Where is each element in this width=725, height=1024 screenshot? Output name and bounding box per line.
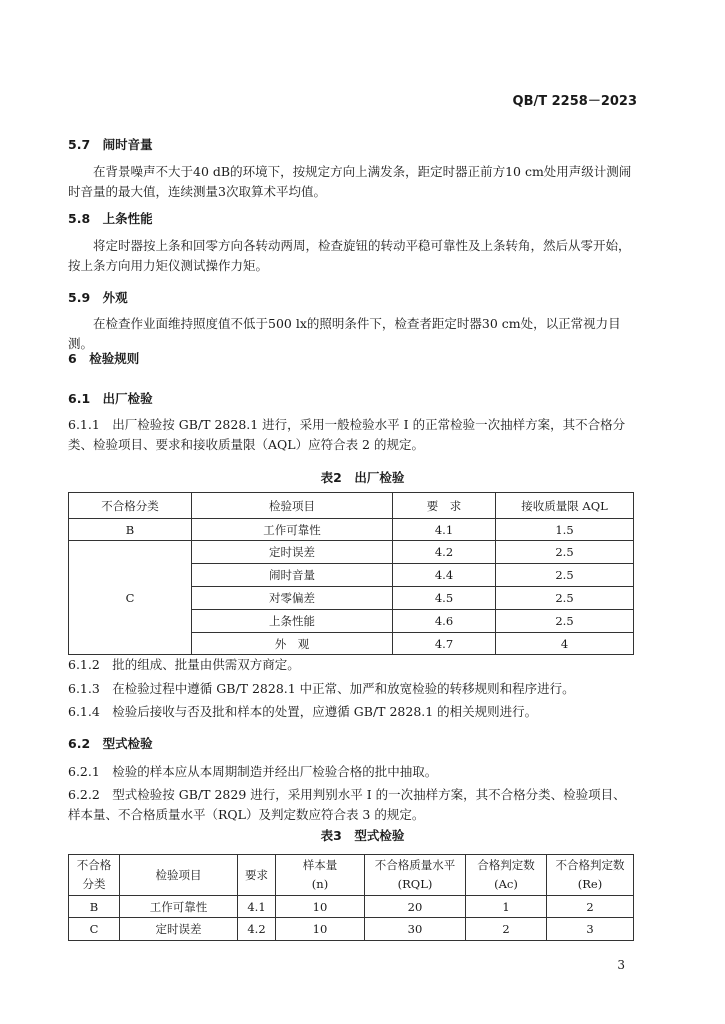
table2-item: 闹时音量 [192,564,393,587]
table-row [69,541,634,564]
table3-header [365,855,466,896]
section-5-8-text: 将定时器按上条和回零方向各转动两周，检查旋钮的转动平稳可靠性及上条转角，然后从零开始，按上条方向用力矩仪测试操作力矩。 [68,238,631,273]
table2-header-row [69,493,634,519]
table2-group: C [69,541,192,655]
table3-header [69,855,120,896]
table2-aql: 2.5 [496,610,634,633]
table2-aql: 1.5 [496,519,634,541]
table2-header: 不合格分类 [69,493,192,519]
table2-req: 4.1 [393,519,496,541]
page-number: 3 [617,958,625,972]
header-line: 不合格判定数 [555,858,625,872]
table-row [69,519,634,541]
table2-item: 工作可靠性 [192,519,393,541]
table2-req: 4.4 [393,564,496,587]
section-6-1-4-text: 6.1.4 检验后接收与否及批和样本的处置，应遵循 GB/T 2828.1 的相关规则进行。 [68,704,538,719]
cell: 30 [365,918,466,941]
table3-caption: 表3 型式检验 [320,828,405,843]
header-line: 合格判定数 [477,858,535,872]
section-5-9-title: 5.9 外观 [68,290,128,305]
table2-aql: 4 [496,633,634,655]
table3-header-row [69,855,634,896]
section-6-1-title: 6.1 出厂检验 [68,391,153,406]
cell: 2 [547,896,634,918]
table2-req: 4.7 [393,633,496,655]
table2-item: 对零偏差 [192,587,393,610]
table2-aql: 2.5 [496,541,634,564]
table2-req: 4.6 [393,610,496,633]
table3-header [547,855,634,896]
table2-aql: 2.5 [496,564,634,587]
table2-header: 检验项目 [192,493,393,519]
table-row [69,918,634,941]
table2-aql: 2.5 [496,587,634,610]
header-line: 不合格质量水平 [374,858,456,872]
table3 [68,854,634,941]
cell: B [69,896,120,918]
header-line: (RQL) [397,877,433,891]
header-line: 分类 [82,877,106,891]
header-line: (n) [311,877,329,891]
cell: 4.2 [238,918,276,941]
cell: 1 [466,896,547,918]
table2-group: B [69,519,192,541]
table2 [68,492,634,655]
section-6-1-3-text: 6.1.3 在检验过程中遵循 GB/T 2828.1 中正常、加严和放宽检验的转移规则和程序进行。 [68,681,575,696]
section-5-9-text: 在检查作业面维持照度值不低于500 lx的照明条件下，检查者距定时器30 cm处，以正常视力目测。 [68,316,621,351]
section-5-7-text: 在背景噪声不大于40 dB的环境下，按规定方向上满发条，距定时器正前方10 cm处用声级计测闹时音量的最大值，连续测量3次取算术平均值。 [68,164,632,199]
section-6-2-1-text: 6.2.1 检验的样本应从本周期制造并经出厂检验合格的批中抽取。 [68,764,438,779]
section-6-2-2-text: 6.2.2 型式检验按 GB/T 2829 进行，采用判别水平 I 的一次抽样方案，其不合格分类、检验项目、样本量、不合格质量水平（RQL）及判定数应符合表 3 的规定。 [68,787,626,822]
cell: C [69,918,120,941]
header-line: (Re) [577,877,603,891]
table3-header [276,855,365,896]
table2-item: 上条性能 [192,610,393,633]
table2-caption: 表2 出厂检验 [320,470,405,485]
document-code: QB/T 2258－2023 [512,94,637,109]
cell: 2 [466,918,547,941]
header-line: (Ac) [494,877,518,891]
table3-header [466,855,547,896]
header-line: 不合格 [76,858,112,872]
cell: 10 [276,896,365,918]
table-row [69,896,634,918]
section-5-8-title: 5.8 上条性能 [68,211,153,226]
section-6-1-1-text: 6.1.1 出厂检验按 GB/T 2828.1 进行，采用一般检验水平 I 的正常检验一次抽样方案，其不合格分类、检验项目、要求和接收质量限（AQL）应符合表 2 的规定。 [68,417,626,452]
section-6-2-title: 6.2 型式检验 [68,736,153,751]
cell: 定时误差 [120,918,238,941]
cell: 10 [276,918,365,941]
table3-header: 要求 [238,855,276,896]
table3-header: 检验项目 [120,855,238,896]
cell: 4.1 [238,896,276,918]
section-6-title: 6 检验规则 [68,351,140,366]
section-5-7-title: 5.7 闹时音量 [68,137,153,152]
cell: 20 [365,896,466,918]
table2-header: 接收质量限 AQL [496,493,634,519]
section-6-1-2-text: 6.1.2 批的组成、批量由供需双方商定。 [68,657,300,672]
table2-item: 定时误差 [192,541,393,564]
table2-req: 4.2 [393,541,496,564]
header-line: 样本量 [302,858,338,872]
table2-item: 外 观 [192,633,393,655]
table2-req: 4.5 [393,587,496,610]
cell: 3 [547,918,634,941]
cell: 工作可靠性 [120,896,238,918]
table2-header: 要 求 [393,493,496,519]
